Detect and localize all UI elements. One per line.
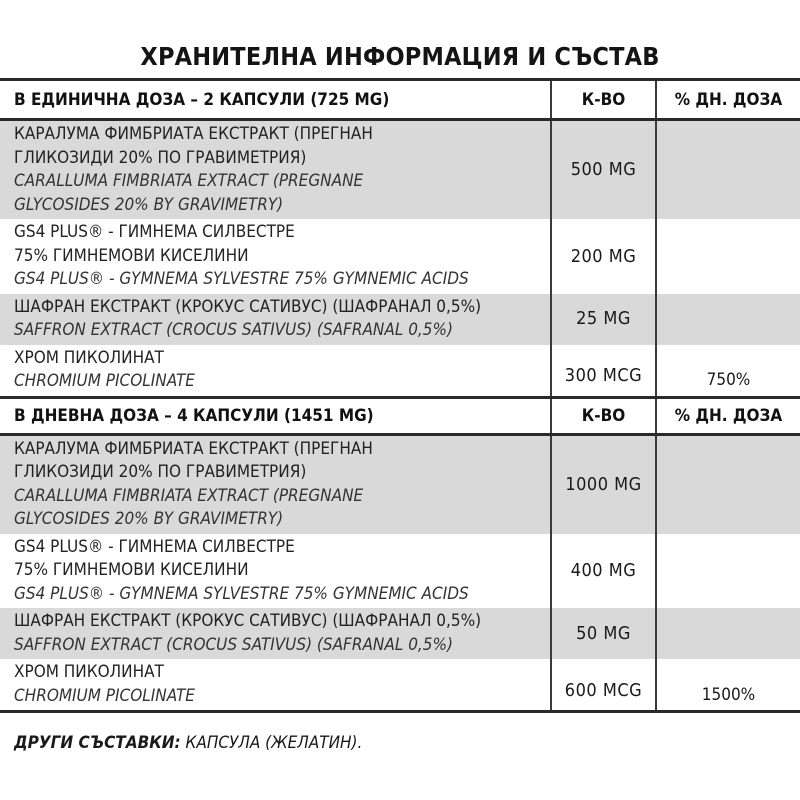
ingredient-row xyxy=(0,434,800,534)
section-header-row xyxy=(0,80,800,120)
ingredient-row xyxy=(0,294,800,345)
section-header: В ЕДИНИЧНА ДОЗА – 2 КАПСУЛИ (725 MG) xyxy=(0,80,551,120)
column-daily-value-header: % ДН. ДОЗА xyxy=(656,397,800,434)
ingredient-daily-value xyxy=(656,120,800,220)
other-ingredients xyxy=(14,733,362,753)
ingredient-name-en: GLYCOSIDES 20% BY GRAVIMETRY) xyxy=(14,509,284,529)
ingredient-amount: 200 MG xyxy=(551,219,656,294)
ingredient-name-bg: КАРАЛУМА ФИМБРИАТА ЕКСТРАКТ (ПРЕГНАН xyxy=(14,438,373,459)
ingredient-daily-value xyxy=(656,608,800,659)
column-amount-header: К-ВО xyxy=(551,80,656,120)
ingredient-row xyxy=(0,219,800,294)
ingredient-name-bg: ХРОМ ПИКОЛИНАТ xyxy=(14,347,164,368)
ingredient-name-cell xyxy=(0,120,551,220)
ingredient-name-en: SAFFRON EXTRACT (CROCUS SATIVUS) (SAFRANAL 0,5%) xyxy=(14,634,454,655)
ingredient-row xyxy=(0,608,800,659)
ingredient-name-bg: 75% ГИМНЕМОВИ КИСЕЛИНИ xyxy=(14,560,249,580)
other-ingredients-label: ДРУГИ СЪСТАВКИ: xyxy=(14,733,181,753)
ingredient-daily-value: 750% xyxy=(656,345,800,398)
ingredient-amount: 25 MG xyxy=(551,294,656,345)
nutrition-table xyxy=(0,78,800,713)
ingredient-name-en: CARALLUMA FIMBRIATA EXTRACT (PREGNANE xyxy=(14,485,364,506)
ingredient-name-en: SAFFRON EXTRACT (CROCUS SATIVUS) (SAFRANAL 0,5%) xyxy=(14,320,454,340)
ingredient-name-en: GS4 PLUS® - GYMNEMA SYLVESTRE 75% GYMNEMIC ACIDS xyxy=(14,269,469,289)
page-title: ХРАНИТЕЛНА ИНФОРМАЦИЯ И СЪСТАВ xyxy=(140,42,660,71)
ingredient-name-cell xyxy=(0,219,551,294)
ingredient-name-en: CHROMIUM PICOLINATE xyxy=(14,685,195,706)
ingredient-daily-value xyxy=(656,219,800,294)
ingredient-row xyxy=(0,534,800,609)
ingredient-name-bg: GS4 PLUS® - ГИМНЕМА СИЛВЕСТРЕ xyxy=(14,222,295,242)
ingredient-amount: 500 MG xyxy=(551,120,656,220)
section-header-row xyxy=(0,397,800,434)
ingredient-name-cell xyxy=(0,434,551,534)
ingredient-name-bg: GS4 PLUS® - ГИМНЕМА СИЛВЕСТРЕ xyxy=(14,536,295,557)
ingredient-name-cell xyxy=(0,608,551,659)
ingredient-amount: 50 MG xyxy=(551,608,656,659)
column-amount-header: К-ВО xyxy=(551,397,656,434)
ingredient-daily-value: 1500% xyxy=(656,659,800,712)
ingredient-row xyxy=(0,345,800,398)
ingredient-name-bg: ГЛИКОЗИДИ 20% ПО ГРАВИМЕТРИЯ) xyxy=(14,147,307,168)
ingredient-name-en: CHROMIUM PICOLINATE xyxy=(14,371,195,391)
ingredient-daily-value xyxy=(656,534,800,609)
column-daily-value-header: % ДН. ДОЗА xyxy=(656,80,800,120)
ingredient-name-bg: ГЛИКОЗИДИ 20% ПО ГРАВИМЕТРИЯ) xyxy=(14,462,307,482)
ingredient-daily-value xyxy=(656,434,800,534)
other-ingredients-value: КАПСУЛА (ЖЕЛАТИН). xyxy=(180,733,363,753)
ingredient-name-bg: ШАФРАН ЕКСТРАКТ (КРОКУС САТИВУС) (ШАФРАНАЛ 0,5%) xyxy=(14,611,482,631)
ingredient-name-en: CARALLUMA FIMBRIATA EXTRACT (PREGNANE xyxy=(14,171,364,191)
ingredient-amount: 400 MG xyxy=(551,534,656,609)
ingredient-name-en: GS4 PLUS® - GYMNEMA SYLVESTRE 75% GYMNEMIC ACIDS xyxy=(14,583,469,604)
ingredient-amount: 600 MCG xyxy=(551,659,656,712)
ingredient-name-bg: ХРОМ ПИКОЛИНАТ xyxy=(14,662,164,682)
ingredient-name-cell xyxy=(0,294,551,345)
ingredient-name-en: GLYCOSIDES 20% BY GRAVIMETRY) xyxy=(14,194,284,215)
ingredient-row xyxy=(0,120,800,220)
ingredient-name-cell xyxy=(0,345,551,398)
ingredient-name-bg: КАРАЛУМА ФИМБРИАТА ЕКСТРАКТ (ПРЕГНАН xyxy=(14,124,373,144)
ingredient-name-bg: 75% ГИМНЕМОВИ КИСЕЛИНИ xyxy=(14,245,249,266)
ingredient-daily-value xyxy=(656,294,800,345)
ingredient-amount: 1000 MG xyxy=(551,434,656,534)
ingredient-name-bg: ШАФРАН ЕКСТРАКТ (КРОКУС САТИВУС) (ШАФРАНАЛ 0,5%) xyxy=(14,296,482,317)
ingredient-amount: 300 MCG xyxy=(551,345,656,398)
ingredient-name-cell xyxy=(0,534,551,609)
ingredient-row xyxy=(0,659,800,712)
ingredient-name-cell xyxy=(0,659,551,712)
section-header: В ДНЕВНА ДОЗА – 4 КАПСУЛИ (1451 MG) xyxy=(0,397,551,434)
